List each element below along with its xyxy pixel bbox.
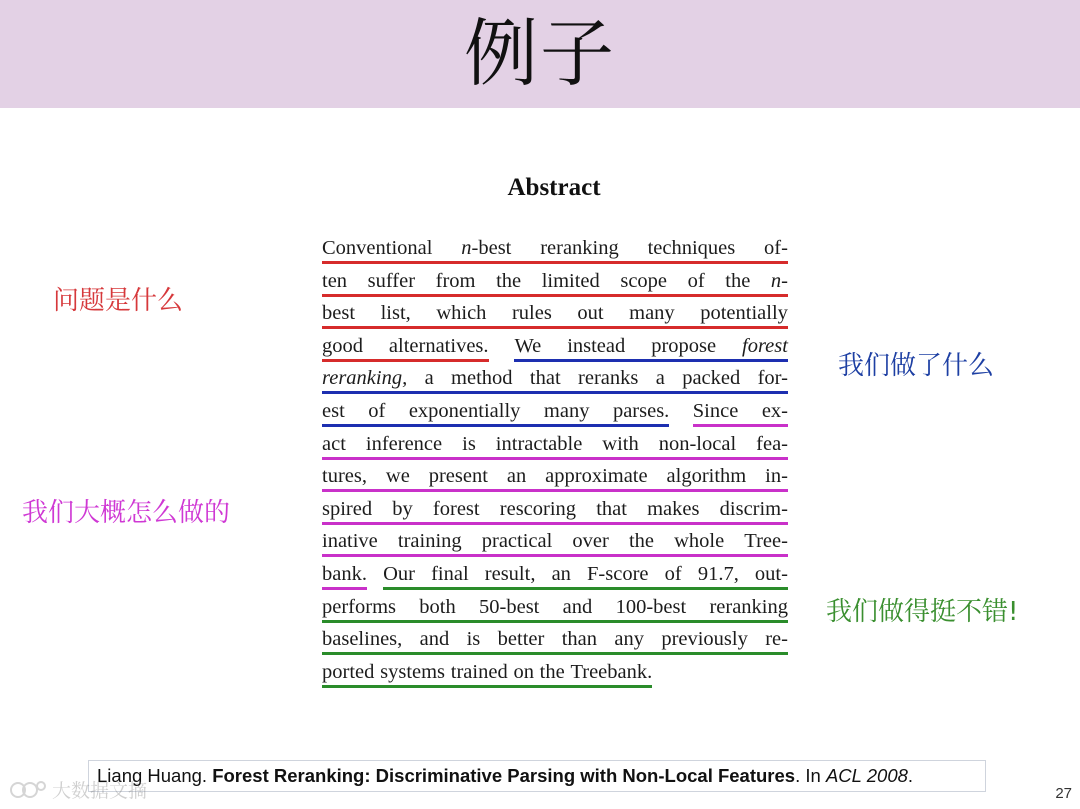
abstract-word: limited — [541, 269, 600, 292]
abstract-word: previously — [661, 628, 748, 651]
abstract-word: parses. — [612, 399, 670, 422]
abstract-word: 100-best — [615, 595, 687, 618]
abstract-word: a — [424, 367, 434, 390]
highlight-underline-green — [322, 685, 652, 688]
highlight-underline-magenta — [322, 489, 788, 492]
abstract-word: that — [529, 367, 561, 390]
abstract-text-block — [322, 234, 788, 690]
citation-author: Liang Huang. — [97, 765, 213, 786]
abstract-word: approximate — [545, 465, 648, 488]
abstract-word: method — [451, 367, 513, 390]
abstract-word: F-score — [587, 562, 649, 585]
abstract-word: we — [385, 465, 410, 488]
abstract-word: n- — [770, 269, 788, 292]
abstract-word: packed — [682, 367, 741, 390]
highlight-underline-red — [322, 359, 489, 362]
abstract-word: than — [561, 628, 597, 651]
abstract-word: reranks — [578, 367, 639, 390]
abstract-word: forest — [432, 497, 480, 520]
abstract-word: practical — [481, 530, 553, 553]
abstract-word: of — [687, 269, 705, 292]
abstract-word: many — [629, 302, 675, 325]
highlight-underline-blue — [322, 391, 788, 394]
highlight-underline-magenta — [322, 457, 788, 460]
abstract-word: techniques — [647, 237, 736, 259]
abstract-word: whole — [674, 530, 725, 553]
abstract-word: the — [539, 660, 565, 683]
abstract-word: with — [602, 432, 639, 455]
abstract-word: alternatives. — [388, 334, 489, 357]
highlight-underline-magenta — [693, 424, 788, 427]
abstract-word: scope — [620, 269, 668, 292]
citation-box — [88, 760, 986, 792]
citation-venue: ACL 2008 — [825, 765, 908, 786]
abstract-word: from — [435, 269, 476, 292]
abstract-word: propose — [651, 334, 717, 357]
abstract-word: reranking, — [322, 367, 408, 390]
abstract-word: Treebank. — [570, 660, 653, 683]
citation-title: Forest Reranking: Discriminative Parsing with Non-Local Features — [212, 765, 796, 786]
abstract-word: in- — [765, 465, 788, 488]
abstract-word: is — [466, 628, 481, 651]
abstract-word: by — [392, 497, 413, 520]
watermark — [8, 776, 147, 803]
abstract-word: intractable — [495, 432, 583, 455]
highlight-underline-magenta — [322, 554, 788, 557]
abstract-word: ex- — [761, 399, 788, 422]
abstract-word: many — [543, 399, 590, 422]
abstract-word: training — [397, 530, 462, 553]
abstract-word: which — [436, 302, 487, 325]
abstract-word: inative — [322, 530, 378, 553]
abstract-word: baselines, — [322, 628, 403, 651]
abstract-word: 91.7, — [697, 562, 739, 585]
abstract-word: reranking — [540, 237, 619, 259]
abstract-word: Our — [383, 562, 415, 585]
abstract-word: of- — [764, 237, 788, 259]
abstract-word: instead — [567, 334, 626, 357]
highlight-underline-magenta — [322, 587, 367, 590]
abstract-word: spired — [322, 497, 373, 520]
abstract-word: and — [419, 628, 450, 651]
highlight-underline-magenta — [322, 522, 788, 525]
abstract-word: any — [614, 628, 644, 651]
abstract-word: exponentially — [408, 399, 521, 422]
annotation-results: 我们做得挺不错! — [826, 597, 1019, 627]
abstract-word: non-local — [658, 432, 737, 455]
citation-mid: . In — [795, 765, 826, 786]
highlight-underline-red — [322, 261, 788, 264]
abstract-word: n-best — [461, 237, 512, 259]
citation-text — [97, 765, 913, 787]
abstract-word: tures, — [322, 465, 367, 488]
abstract-word: makes — [647, 497, 700, 520]
title-band — [0, 0, 1080, 108]
citation-end: . — [907, 765, 914, 786]
abstract-word: We — [514, 334, 542, 357]
abstract-word: result, — [484, 562, 536, 585]
abstract-word: good — [322, 334, 363, 357]
abstract-word: final — [431, 562, 469, 585]
abstract-word: of — [368, 399, 386, 422]
abstract-word: Since — [692, 399, 739, 422]
abstract-word: performs — [322, 595, 397, 618]
abstract-word: inference — [365, 432, 443, 455]
highlight-underline-red — [322, 294, 788, 297]
abstract-word: bank. — [322, 562, 367, 585]
abstract-word: an — [506, 465, 527, 488]
highlight-underline-green — [322, 652, 788, 655]
abstract-word: ten — [322, 269, 348, 292]
abstract-word: ported — [322, 660, 375, 683]
abstract-word: out — [577, 302, 604, 325]
abstract-word: list, — [380, 302, 411, 325]
abstract-word: algorithm — [666, 465, 747, 488]
abstract-word: re- — [765, 628, 788, 651]
slide-title: 例子 — [464, 11, 616, 97]
abstract-word: a — [655, 367, 665, 390]
highlight-underline-green — [322, 620, 788, 623]
abstract-word: out- — [754, 562, 788, 585]
abstract-word: an — [551, 562, 571, 585]
watermark-logo-icon — [8, 778, 48, 802]
highlight-underline-green — [383, 587, 788, 590]
abstract-word: Conventional — [322, 237, 433, 259]
watermark-text: 大数据文摘 — [52, 780, 148, 802]
abstract-word: the — [496, 269, 522, 292]
abstract-word: fea- — [756, 432, 788, 455]
abstract-word: suffer — [367, 269, 416, 292]
abstract-word: is — [462, 432, 476, 455]
abstract-word: systems — [380, 660, 446, 683]
annotation-problem: 问题是什么 — [53, 286, 184, 316]
abstract-word: present — [428, 465, 488, 488]
highlight-underline-blue — [322, 424, 669, 427]
abstract-word: 50-best — [479, 595, 540, 618]
highlight-underline-blue — [514, 359, 788, 362]
abstract-word: for- — [757, 367, 788, 390]
abstract-word: both — [419, 595, 456, 618]
abstract-word: best — [322, 302, 356, 325]
abstract-word: the — [628, 530, 654, 553]
page-number: 27 — [1055, 785, 1072, 802]
abstract-word: reranking — [709, 595, 788, 618]
abstract-word: forest — [742, 334, 788, 357]
abstract-word: rescoring — [499, 497, 577, 520]
highlight-underline-red — [322, 326, 788, 329]
abstract-word: discrim- — [719, 497, 788, 520]
abstract-word: act — [322, 432, 346, 455]
abstract-word: that — [596, 497, 627, 520]
abstract-word: and — [562, 595, 593, 618]
abstract-word: rules — [511, 302, 552, 325]
abstract-word: on — [513, 660, 534, 683]
annotation-what-we-did: 我们做了什么 — [838, 351, 995, 381]
abstract-word: better — [497, 628, 545, 651]
abstract-word: of — [664, 562, 682, 585]
abstract-heading: Abstract — [507, 174, 601, 201]
abstract-word: potentially — [700, 302, 788, 325]
annotation-how-we-did-it: 我们大概怎么做的 — [22, 498, 231, 528]
abstract-word: trained — [450, 660, 508, 683]
abstract-word: over — [572, 530, 609, 553]
abstract-word: Tree- — [744, 530, 788, 553]
abstract-word: the — [725, 269, 751, 292]
abstract-word: est — [322, 399, 345, 422]
